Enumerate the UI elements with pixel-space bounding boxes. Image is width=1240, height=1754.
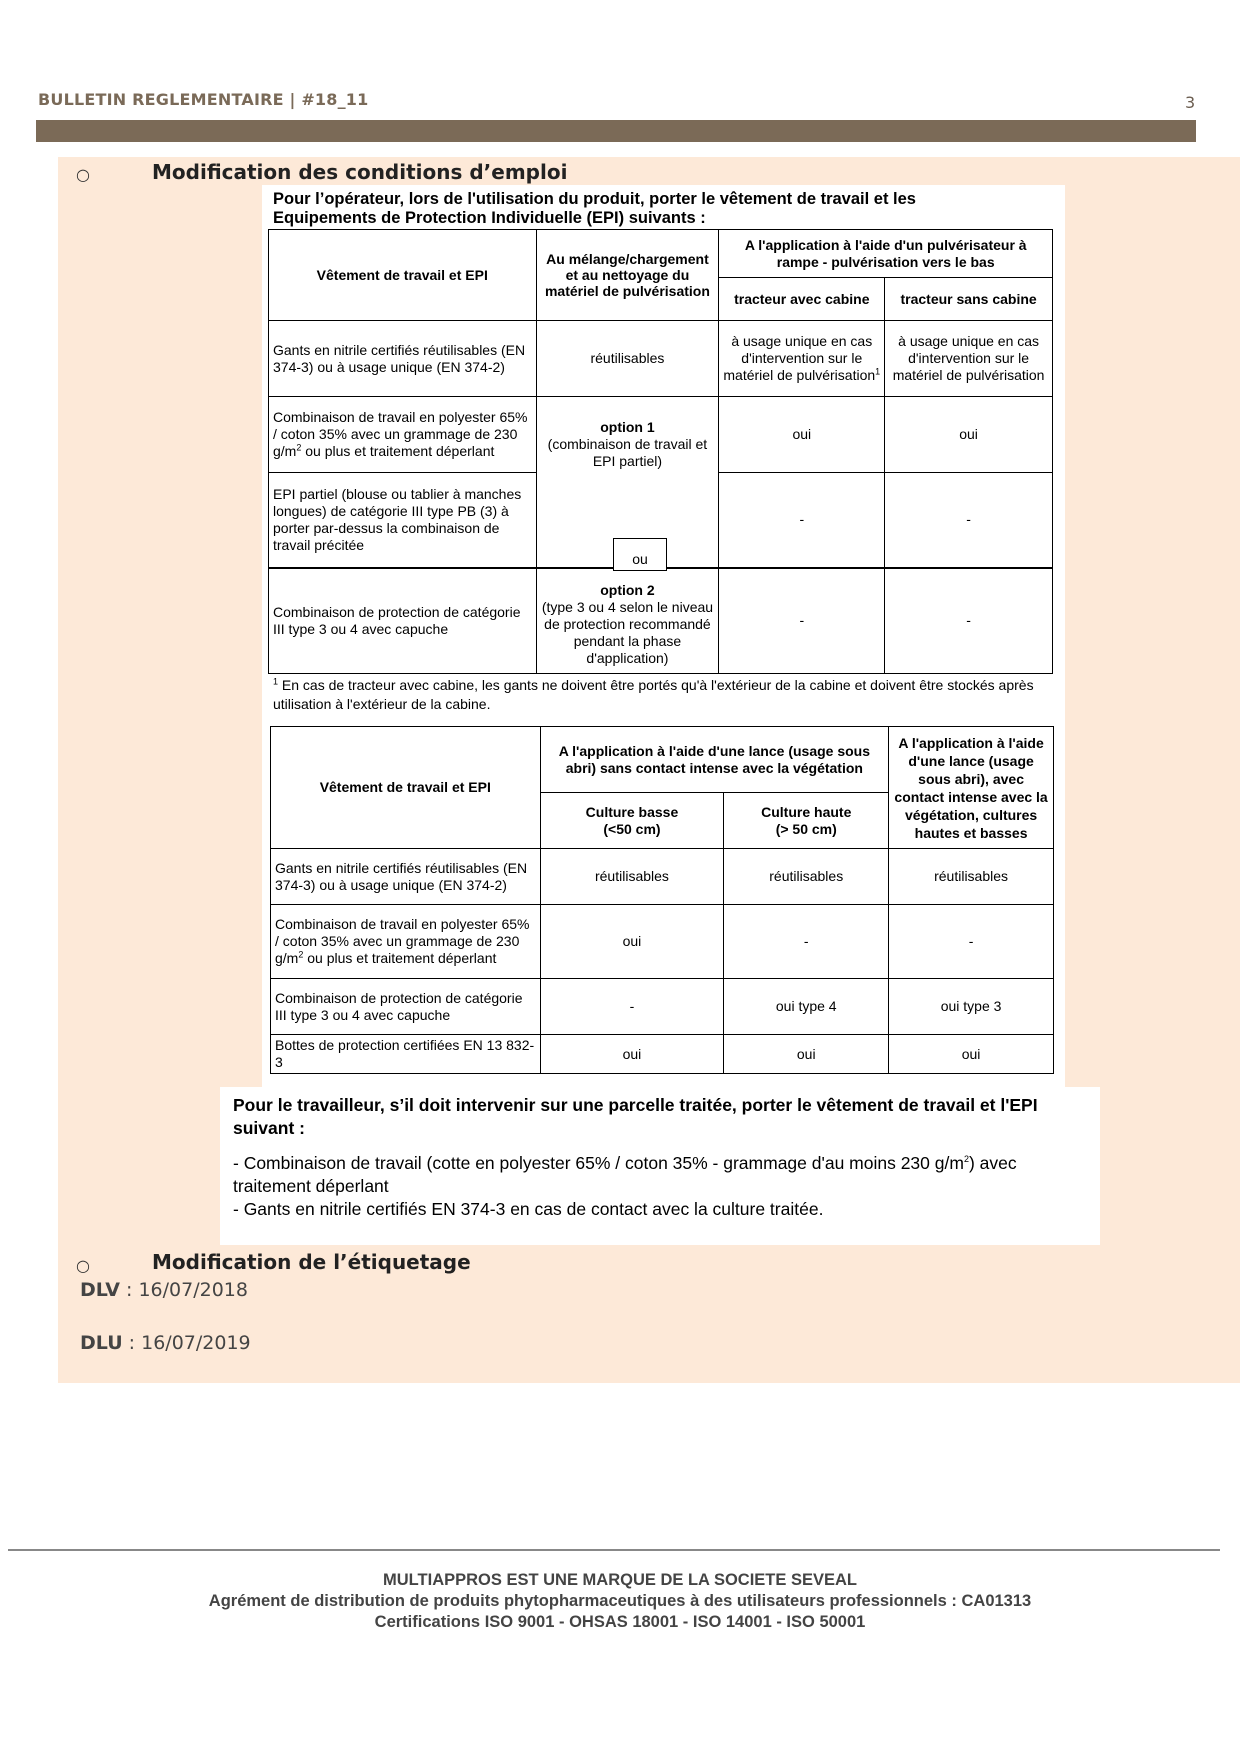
bulletin-title: BULLETIN REGLEMENTAIRE | #18_11	[38, 90, 369, 109]
row-desc: Combinaison de protection de catégorie III type 3 ou 4 avec capuche	[269, 568, 537, 674]
row-value: -	[719, 473, 885, 568]
header-vetement: Vêtement de travail et EPI	[269, 230, 537, 321]
row-desc: Combinaison de travail en polyester 65% / coton 35% avec un grammage de 230 $g/m^2$ ou plus et traitement déperlant	[269, 397, 537, 473]
row-desc: Gants en nitrile certifiés réutilisables (EN 374-3) ou à usage unique (EN 374-2)	[271, 849, 541, 905]
row-desc: Combinaison de protection de catégorie III type 3 ou 4 avec capuche	[271, 979, 541, 1035]
row-value: -	[885, 568, 1053, 674]
row-value: oui	[889, 1035, 1054, 1074]
bullet-circle-icon: ○	[76, 165, 90, 184]
row-value: réutilisables	[536, 321, 719, 397]
table-row	[271, 849, 1054, 905]
row-value: -	[889, 905, 1054, 979]
option-2-cell: option 2 (type 3 ou 4 selon le niveau de protection recommandé pendant la phase d'application)	[536, 568, 719, 674]
worker-item-1: - Combinaison de travail (cotte en polyester 65% / coton 35% - grammage d'au moins 230 $g/m^2$) avec traitement déperlant	[233, 1153, 1017, 1196]
operator-intro	[273, 190, 1053, 228]
intro-line-2: Equipements de Protection Individuelle (EPI) suivants :	[273, 209, 706, 227]
footer-divider	[8, 1549, 1220, 1551]
section-heading-etiquetage: Modification de l’étiquetage	[152, 1250, 471, 1274]
header-lance-sans-contact: A l'application à l'aide d'une lance (usage sous abri) sans contact intense avec la végétation	[540, 727, 889, 793]
table-row	[269, 397, 1053, 473]
dlu-line: DLU : 16/07/2019	[80, 1332, 251, 1354]
worker-instructions	[233, 1094, 1093, 1221]
header-tracteur-sans-cabine: tracteur sans cabine	[885, 278, 1053, 321]
header-culture-basse: Culture basse (<50 cm)	[540, 793, 724, 849]
row-value: oui type 4	[724, 979, 889, 1035]
row-value: -	[719, 568, 885, 674]
worker-item-2: - Gants en nitrile certifiés EN 374-3 en cas de contact avec la culture traitée.	[233, 1199, 824, 1219]
footnote: $^1$ En cas de tracteur avec cabine, les gants ne doivent être portés qu'à l'extérieur de la cabine et doivent être stockés après utilisation à l'extérieur de la cabine.	[273, 676, 1034, 712]
page-number: 3	[1185, 93, 1196, 112]
row-desc: Combinaison de travail en polyester 65% / coton 35% avec un grammage de 230 $g/m^2$ ou plus et traitement déperlant	[271, 905, 541, 979]
table-row	[271, 979, 1054, 1035]
row-desc: EPI partiel (blouse ou tablier à manches longues) de catégorie III type PB (3) à porter par-dessus la combinaison de travail précitée	[269, 473, 537, 568]
row-value: oui	[540, 905, 724, 979]
footer-agrement: Agrément de distribution de produits phytopharmaceutiques à des utilisateurs professionnels : CA01313	[208, 1592, 1032, 1610]
table-row	[269, 321, 1053, 397]
option-1-cell: option 1 (combinaison de travail et EPI partiel)	[536, 397, 719, 568]
row-value: oui	[540, 1035, 724, 1074]
row-value: oui type 3	[889, 979, 1054, 1035]
table-row	[271, 1035, 1054, 1074]
row-value: réutilisables	[889, 849, 1054, 905]
header-melange: Au mélange/chargement et au nettoyage du matériel de pulvérisation	[536, 230, 719, 321]
row-value: -	[724, 905, 889, 979]
ou-connector-box: ou	[613, 538, 667, 571]
row-value: -	[885, 473, 1053, 568]
section-heading-conditions: Modification des conditions d’emploi	[152, 160, 568, 184]
header-bar	[36, 120, 1196, 142]
header-tracteur-avec-cabine: tracteur avec cabine	[719, 278, 885, 321]
footer-certifications: Certifications ISO 9001 - OHSAS 18001 - ISO 14001 - ISO 50001	[374, 1613, 866, 1631]
row-desc: Bottes de protection certifiées EN 13 832-3	[271, 1035, 541, 1074]
worker-title: Pour le travailleur, s’il doit intervenir sur une parcelle traitée, porter le vêtement de travail et l'EPI suivant :	[233, 1095, 1038, 1138]
footer	[0, 1570, 1240, 1633]
row-value: à usage unique en cas d'intervention sur le matériel de pulvérisation	[885, 321, 1053, 397]
row-value: oui	[724, 1035, 889, 1074]
bullet-circle-icon: ○	[76, 1256, 90, 1275]
header-vetement: Vêtement de travail et EPI	[271, 727, 541, 849]
operator-epi-table	[268, 229, 1053, 674]
header-pulverisateur: A l'application à l'aide d'un pulvérisateur à rampe - pulvérisation vers le bas	[719, 230, 1053, 278]
row-desc: Gants en nitrile certifiés réutilisables (EN 374-3) ou à usage unique (EN 374-2)	[269, 321, 537, 397]
row-value: réutilisables	[724, 849, 889, 905]
row-value: -	[540, 979, 724, 1035]
row-value: réutilisables	[540, 849, 724, 905]
lance-epi-table	[270, 726, 1054, 1074]
row-value: oui	[885, 397, 1053, 473]
footer-brand: MULTIAPPROS EST UNE MARQUE DE LA SOCIETE SEVEAL	[383, 1571, 857, 1589]
intro-line-1: Pour l’opérateur, lors de l'utilisation du produit, porter le vêtement de travail et les	[273, 190, 916, 208]
row-value: à usage unique en cas d'intervention sur le matériel de pulvérisation$^1$	[719, 321, 885, 397]
row-value: oui	[719, 397, 885, 473]
table-row	[271, 905, 1054, 979]
dlv-line: DLV : 16/07/2018	[80, 1279, 248, 1301]
table-row	[269, 568, 1053, 674]
header-lance-avec-contact: A l'application à l'aide d'une lance (usage sous abri), avec contact intense avec la végétation, cultures hautes et basses	[889, 727, 1054, 849]
header-culture-haute: Culture haute (> 50 cm)	[724, 793, 889, 849]
